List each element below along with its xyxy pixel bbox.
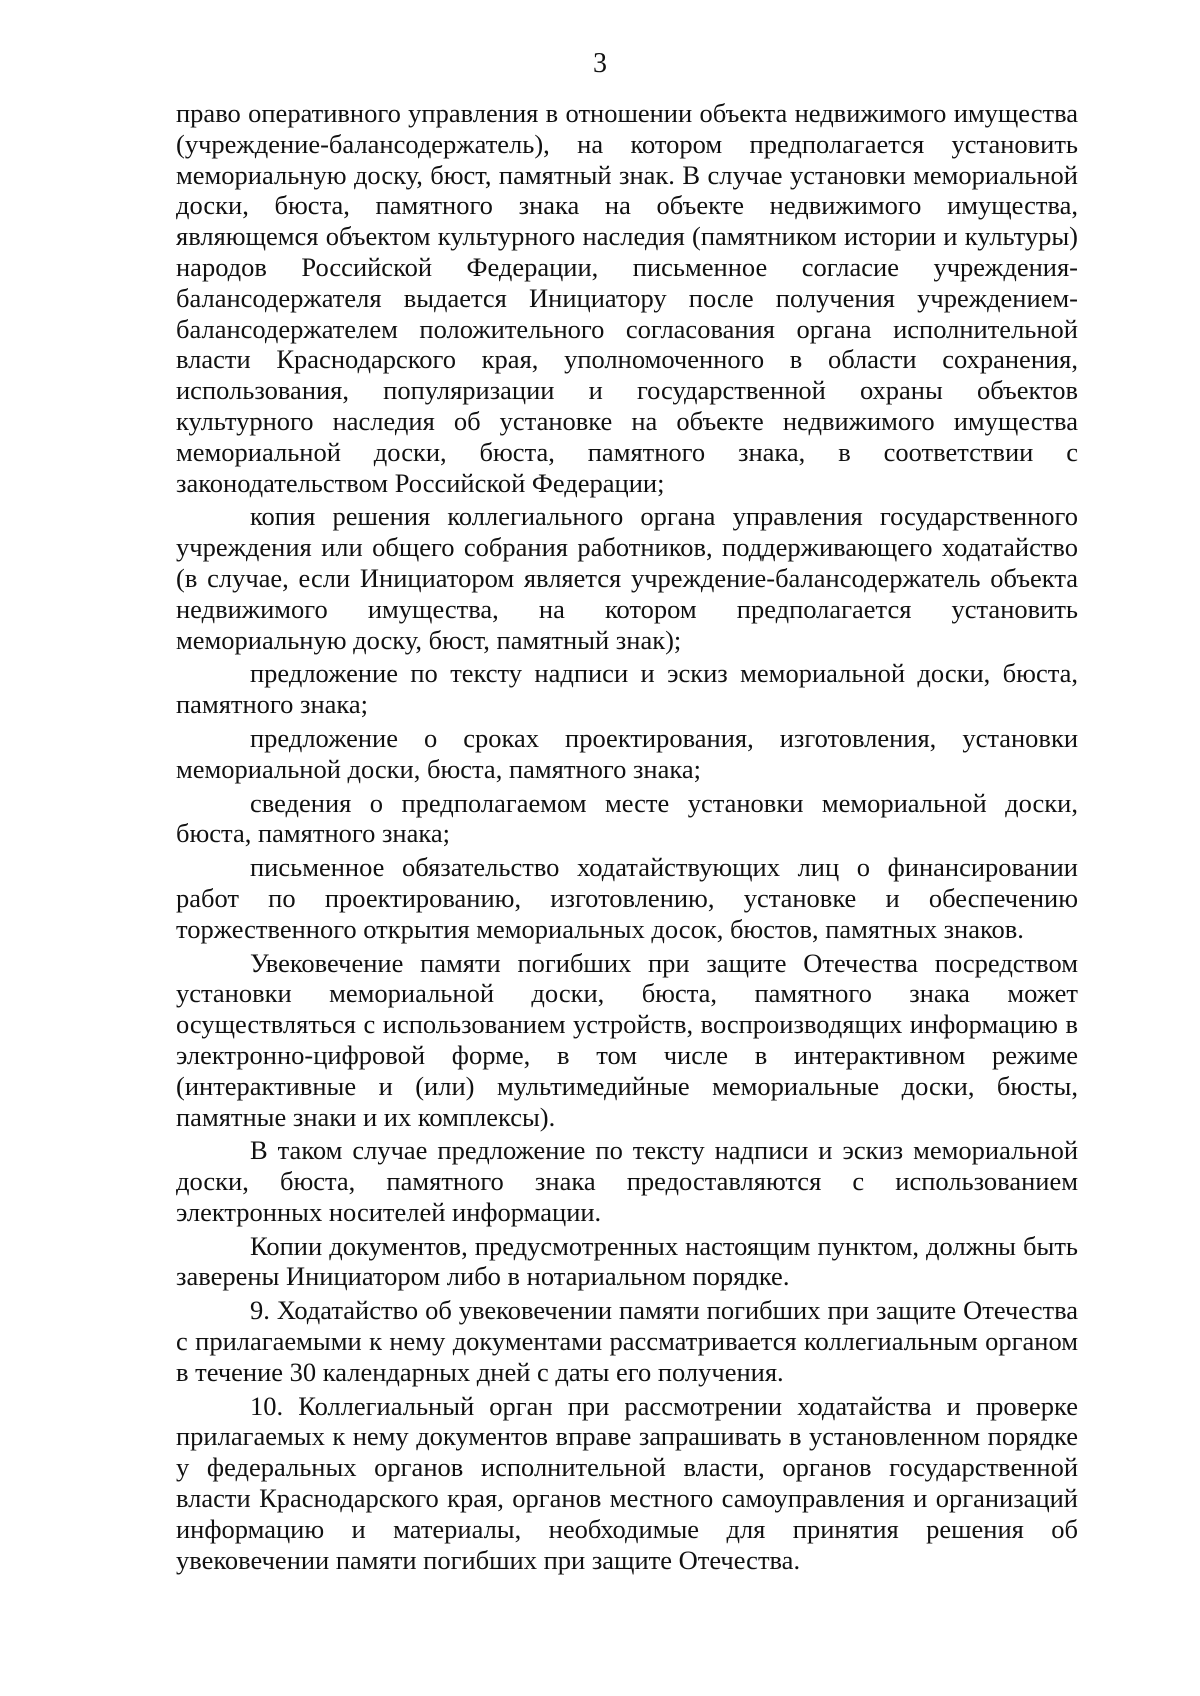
page-number: 3 [593, 48, 607, 79]
paragraph-5: сведения о предполагаемом месте установки мемориальной доски, бюста, памятного знака; [176, 787, 1078, 849]
paragraph-clause-10: 10. Коллегиальный орган при рассмотрении ходатайства и проверке прилагаемых к нему документов вправе запрашивать в установленном порядке у федеральных органов исполнительной власти, органов государственной власти Краснодарского края, органов местного самоуправления и организаций информацию и материалы, необходимые для принятия решения об увековечении памяти погибших при защите Отечества. [176, 1390, 1078, 1575]
paragraph-2: копия решения коллегиального органа управления государственного учреждения или общего собрания работников, поддерживающего ходатайство (в случае, если Инициатором является учреждение-балансодержатель объекта недвижимого имущества, на котором предполагается установить мемориальную доску, бюст, памятный знак); [176, 501, 1078, 655]
paragraph-9: Копии документов, предусмотренных настоящим пунктом, должны быть заверены Инициатором либо в нотариальном порядке. [176, 1230, 1078, 1292]
paragraph-4: предложение о сроках проектирования, изготовления, установки мемориальной доски, бюста, памятного знака; [176, 722, 1078, 784]
paragraph-8: В таком случае предложение по тексту надписи и эскиз мемориальной доски, бюста, памятного знака предоставляются с использованием электронных носителей информации. [176, 1135, 1078, 1227]
paragraph-1: право оперативного управления в отношении объекта недвижимого имущества (учреждение-балансодержатель), на котором предполагается установить мемориальную доску, бюст, памятный знак. В случае установки мемориальной доски, бюста, памятного знака на объекте недвижимого имущества, являющемся объектом культурного наследия (памятником истории и культуры) народов Российской Федерации, письменное согласие учреждения-балансодержателя выдается Инициатору после получения учреждением-балансодержателем положительного согласования органа исполнительной власти Краснодарского края, уполномоченного в области сохранения, использования, популяризации и государственной охраны объектов культурного наследия об установке на объекте недвижимого имущества мемориальной доски, бюста, памятного знака, в соответствии с законодательством Российской Федерации; [176, 98, 1078, 498]
paragraph-7: Увековечение памяти погибших при защите Отечества посредством установки мемориальной доски, бюста, памятного знака может осуществляться с использованием устройств, воспроизводящих информацию в электронно-цифровой форме, в том числе в интерактивном режиме (интерактивные и (или) мультимедийные мемориальные доски, бюсты, памятные знаки и их комплексы). [176, 947, 1078, 1132]
paragraph-6: письменное обязательство ходатайствующих лиц о финансировании работ по проектированию, изготовлению, установке и обеспечению торжественного открытия мемориальных досок, бюстов, памятных знаков. [176, 852, 1078, 944]
paragraph-3: предложение по тексту надписи и эскиз мемориальной доски, бюста, памятного знака; [176, 658, 1078, 720]
document-body [176, 98, 1078, 1578]
paragraph-clause-9: 9. Ходатайство об увековечении памяти погибших при защите Отечества с прилагаемыми к нему документами рассматривается коллегиальным органом в течение 30 календарных дней с даты его получения. [176, 1295, 1078, 1387]
